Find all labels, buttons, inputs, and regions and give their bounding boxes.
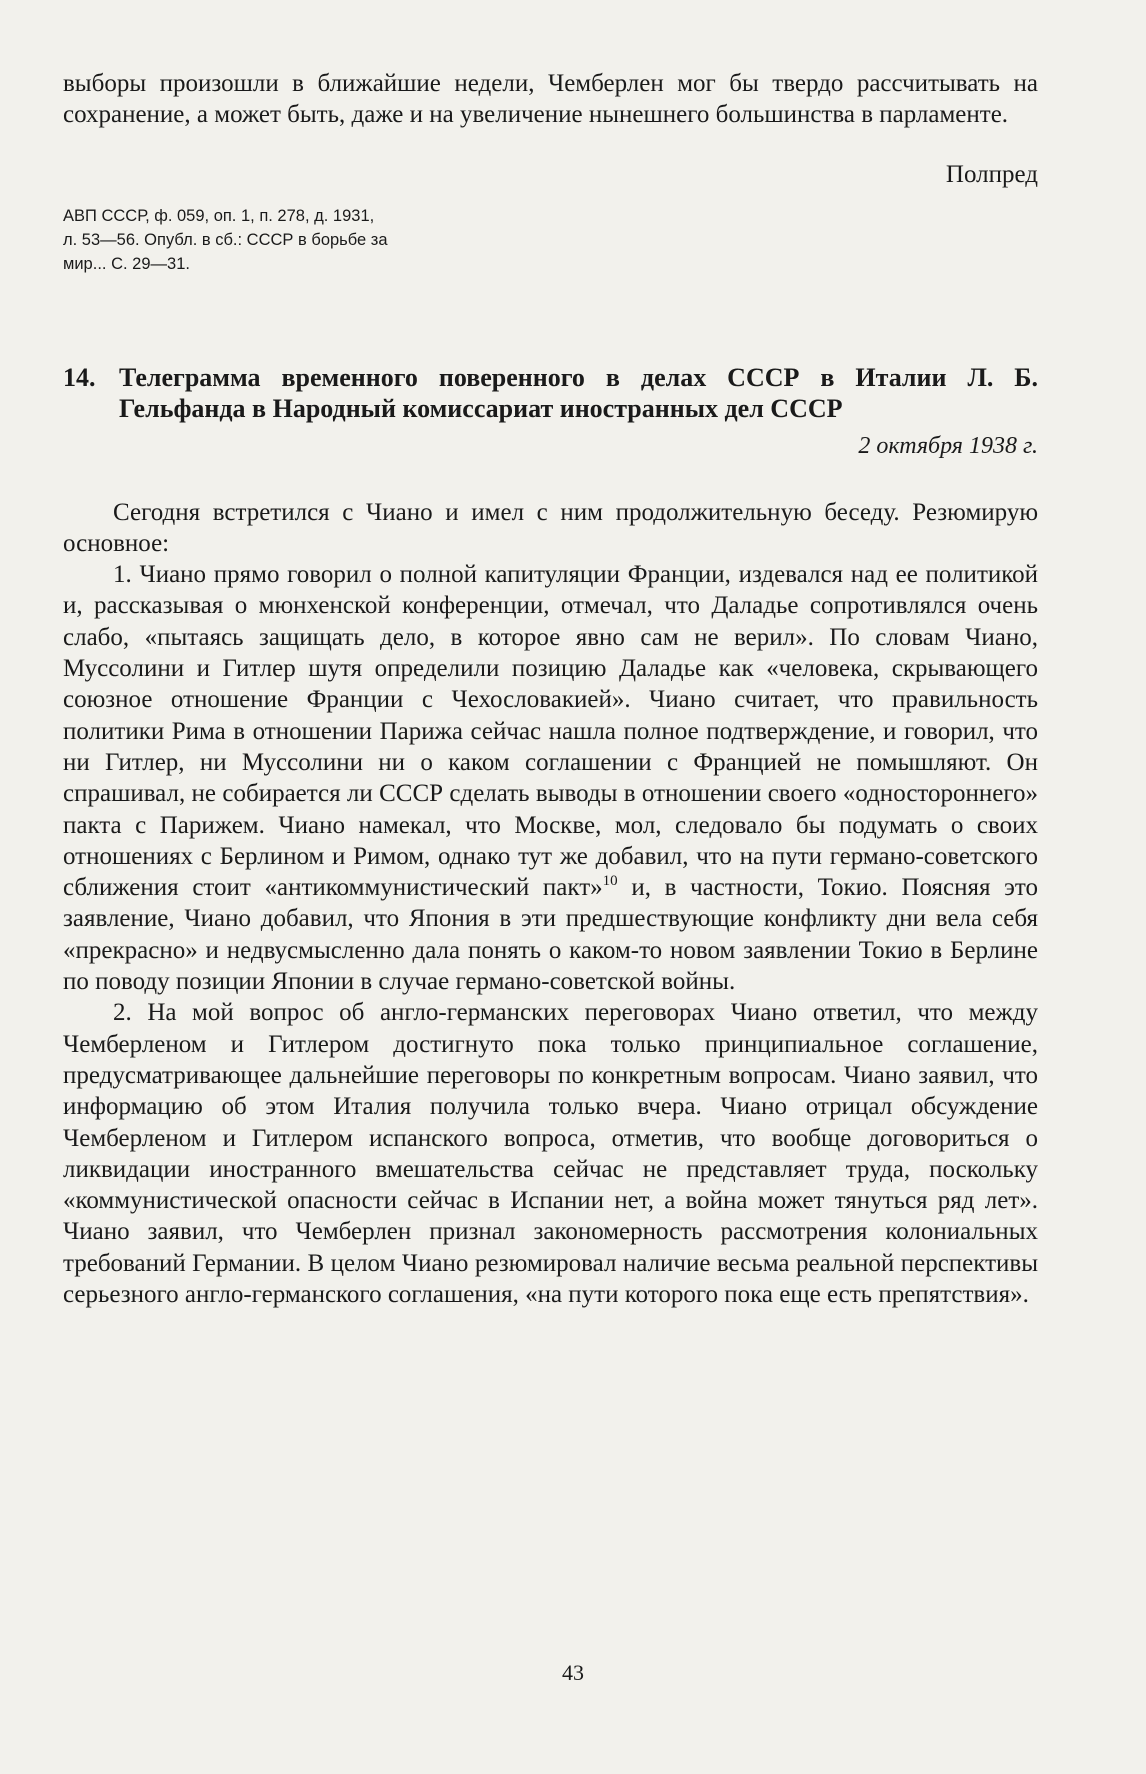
signature: Полпред (945, 160, 1038, 188)
point-1-continued: и, в частности, Токио. Поясняя это заявление, Чиано добавил, что Япония в эти предшествующие конфликту дни вела себя «прекрасно» и недвусмысленно дала понять о каком-то новом заявлении Токио в Берлине по поводу позиции Японии в случае германо-советской войны. (63, 874, 1038, 996)
page-content (63, 68, 1038, 1310)
body-point-2: 2. На мой вопрос об англо-германских переговорах Чиано ответил, что между Чемберленом и Гитлером достигнуто пока только принципиальное соглашение, предусматривающее дальнейшие переговоры по конкретным вопросам. Чиано заявил, что информацию об этом Италия получила только вчера. Чиано отрицал обсуждение Чемберленом и Гитлером испанского вопроса, отметив, что вообще договориться о ликвидации иностранного вмешательства сейчас не представляет труда, поскольку «коммунистической опасности сейчас в Испании нет, а война может тянуться ряд лет». Чиано заявил, что Чемберлен признал закономерность рассмотрения колониальных требований Германии. В целом Чиано резюмировал наличие весьма реальной перспективы серьезного англо-германского соглашения, «на пути которого пока еще есть препятствия». (63, 999, 1038, 1309)
point-1-text: 1. Чиано прямо говорил о полной капитуляции Франции, издевался над ее политикой и, рассказывая о мюнхенской конференции, отмечал, что Даладье сопротивлялся очень слабо, «пытаясь защищать дело, в которое явно сам не верил». По словам Чиано, Муссолини и Гитлер шутя определили позицию Даладье как «человека, скрывающего союзное отношение Франции с Чехословакией». Чиано считает, что правильность политики Рима в отношении Парижа сейчас нашла полное подтверждение, и говорил, что ни Гитлер, ни Муссолини ни о каком соглашении с Францией не помышляют. Он спрашивал, не собирается ли СССР сделать выводы в отношении своего «одностороннего» пакта с Парижем. Чиано намекал, что Москве, мол, следовало бы подумать о своих отношениях с Берлином и Римом, однако тут же добавил, что на пути германо-советского сближения стоит «антикоммунистический пакт» (63, 561, 1038, 902)
citation-line: АВП СССР, ф. 059, оп. 1, п. 278, д. 1931, (63, 206, 375, 225)
document-date: 2 октября 1938 г. (858, 432, 1038, 459)
citation-line: мир... С. 29—31. (63, 254, 190, 273)
document-heading (63, 362, 1038, 425)
document-number: 14. (63, 362, 96, 392)
intro-paragraph: выборы произошли в ближайшие недели, Чемберлен мог бы твердо рассчитывать на сохранение, а может быть, даже и на увеличение нынешнего большинства в парламенте. (63, 70, 1038, 129)
archive-citation (63, 204, 1038, 276)
body-opening: Сегодня встретился с Чиано и имел с ним продолжительную беседу. Резюмирую основное: (63, 498, 1038, 557)
citation-line: л. 53—56. Опубл. в сб.: СССР в борьбе за (63, 230, 388, 249)
body-point-1 (63, 559, 1038, 997)
page-number: 43 (562, 1660, 584, 1685)
document-title: Телеграмма временного поверенного в делах СССР в Италии Л. Б. Гельфанда в Народный комиссариат иностранных дел СССР (119, 362, 1038, 424)
footnote-reference: 10 (602, 873, 618, 890)
